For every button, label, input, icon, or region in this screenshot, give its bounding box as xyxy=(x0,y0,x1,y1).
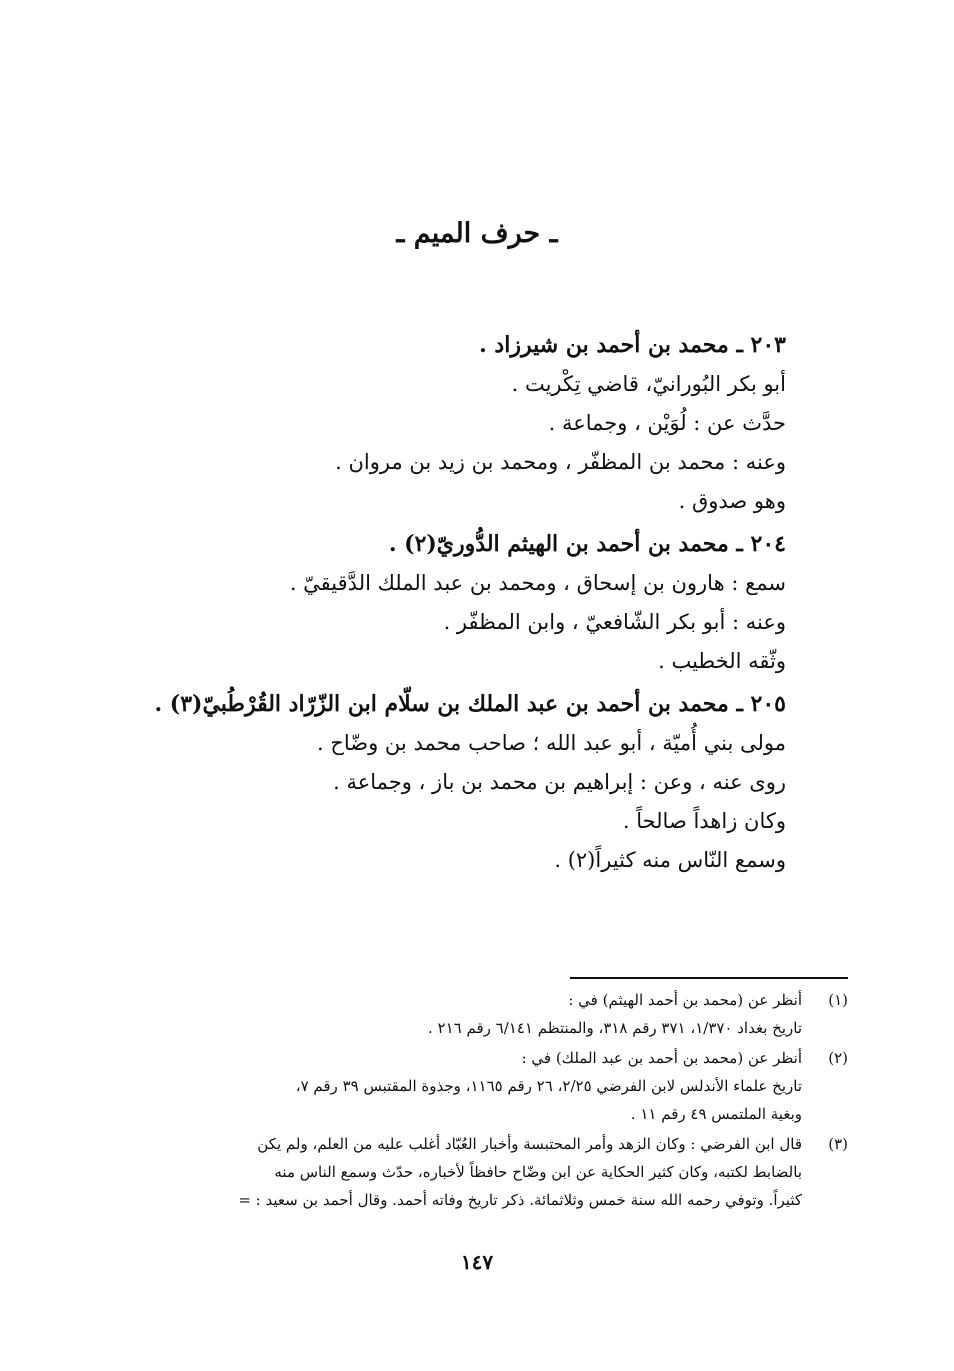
biography-entry xyxy=(146,525,786,681)
biography-entry xyxy=(146,326,786,521)
footnote-line: بالضابط لكتبه، وكان كثير الحكاية عن ابن وضّاح حافظاً لأخباره، حدّث وسمع الناس منه xyxy=(274,1163,802,1181)
footnote-number: (١) xyxy=(828,991,848,1009)
entry-line: وسمع النّاس منه كثيراً(٢) . xyxy=(554,848,786,872)
entry-line: روى عنه ، وعن : إبراهيم بن محمد بن باز ، وجماعة . xyxy=(333,770,786,794)
footnote-line: تاريخ بغداد ١/٣٧٠، ٣٧١ رقم ٣١٨، والمنتظم ٦/١٤١ رقم ٢١٦ . xyxy=(428,1019,802,1037)
entries-list xyxy=(146,326,786,884)
entry-line: وهو صدوق . xyxy=(678,489,786,513)
entry-line: حدَّث عن : لُوَيْن ، وجماعة . xyxy=(548,411,786,435)
entry-heading: ٢٠٥ ـ محمد بن أحمد بن عبد الملك بن سلّام ابن الزّرّاد القُرْطُبيّ(٣) . xyxy=(154,691,786,717)
entry-line: وثّقه الخطيب . xyxy=(658,649,786,673)
footnote-divider xyxy=(570,977,848,979)
footnote xyxy=(128,1044,848,1128)
footnote xyxy=(128,1130,848,1214)
footnote-line: كثيراً. وتوفي رحمه الله سنة خمس وثلاثمائة. ذكر تاريخ وفاته أحمد. وقال أحمد بن سعيد : = xyxy=(238,1191,802,1209)
page-number: ١٤٧ xyxy=(460,1250,494,1274)
footnote-line: تاريخ علماء الأندلس لابن الفرضي ٢/٢٥، ٢٦ رقم ١١٦٥، وجذوة المقتبس ٣٩ رقم ٧، xyxy=(295,1077,802,1095)
footnote xyxy=(128,986,848,1042)
entry-line: وكان زاهداً صالحاً . xyxy=(622,809,786,833)
biography-entry xyxy=(146,685,786,880)
footnotes xyxy=(128,986,848,1216)
footnote-number: (٣) xyxy=(828,1135,848,1153)
entry-heading: ٢٠٤ ـ محمد بن أحمد بن الهيثم الدُّوريّ(٢) . xyxy=(388,531,786,557)
entry-line: وعنه : أبو بكر الشّافعيّ ، وابن المظفّر . xyxy=(443,610,786,634)
footnote-line: قال ابن الفرضي : وكان الزهد وأمر المحتبسة وأخبار العُبّاد أغلب عليه من العلم، ولم يكن xyxy=(257,1135,802,1153)
section-title: ـ حرف الميم ـ xyxy=(396,218,558,249)
footnote-line: أنظر عن (محمد بن أحمد بن عبد الملك) في : xyxy=(521,1049,802,1067)
footnote-line: وبغية الملتمس ٤٩ رقم ١١ . xyxy=(630,1105,802,1123)
entry-line: وعنه : محمد بن المظفّر ، ومحمد بن زيد بن مروان . xyxy=(335,450,786,474)
entry-line: مولى بني أُميّة ، أبو عبد الله ؛ صاحب محمد بن وضّاح . xyxy=(316,731,786,755)
footnote-number: (٢) xyxy=(828,1049,848,1067)
entry-heading: ٢٠٣ ـ محمد بن أحمد بن شيرزاد . xyxy=(479,332,786,358)
footnote-line: أنظر عن (محمد بن أحمد الهيثم) في : xyxy=(568,991,802,1009)
entry-line: أبو بكر البُورانيّ، قاضي تِكْريت . xyxy=(511,372,786,396)
entry-line: سمع : هارون بن إسحاق ، ومحمد بن عبد الملك الدَّقيقيّ . xyxy=(289,571,786,595)
